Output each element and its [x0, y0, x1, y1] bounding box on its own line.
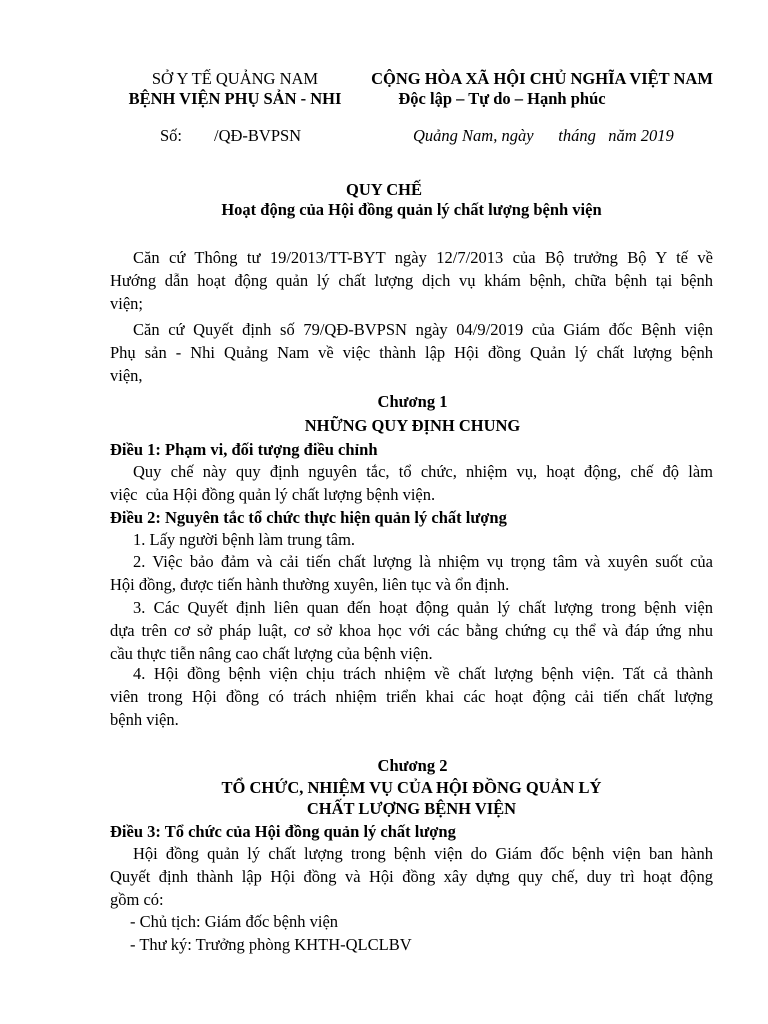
chapter-label: Chương 1: [377, 392, 448, 411]
chapter-title: TỔ CHỨC, NHIỆM VỤ CỦA HỘI ĐỒNG QUẢN LÝ: [221, 778, 602, 797]
article-item: 4. Hội đồng bệnh viện chịu trách nhiệm về chất lượng bệnh viện. Tất cả thành: [133, 664, 713, 683]
article-line: Hội đồng quản lý chất lượng trong bệnh viện do Giám đốc bệnh viện ban hành: [133, 844, 713, 863]
preamble-line: Căn cứ Thông tư 19/2013/TT-BYT ngày 12/7/2013 của Bộ trưởng Bộ Y tế về: [133, 248, 713, 267]
place-date: Quảng Nam, ngày tháng năm 2019: [413, 126, 674, 145]
article-item: 3. Các Quyết định liên quan đến hoạt động quản lý chất lượng trong bệnh viện: [133, 598, 713, 617]
article-item: 1. Lấy người bệnh làm trung tâm.: [133, 530, 356, 549]
article-item: viên trong Hội đồng có trách nhiệm triển khai các hoạt động cải tiến chất lượng: [110, 687, 713, 706]
chapter-title: CHẤT LƯỢNG BỆNH VIỆN: [306, 799, 517, 818]
article-line: việc của Hội đồng quản lý chất lượng bệnh viện.: [110, 485, 436, 504]
article-line: gồm có:: [110, 890, 164, 909]
article-title: Điều 1: Phạm vi, đối tượng điều chỉnh: [110, 440, 378, 459]
article-item: Hội đồng, được tiến hành thường xuyên, liên tục và ổn định.: [110, 575, 510, 594]
article-line: Quy chế này quy định nguyên tắc, tổ chức, nhiệm vụ, hoạt động, chế độ làm: [133, 462, 713, 481]
doc-title: QUY CHẾ: [346, 180, 422, 199]
preamble-line: Hướng dẫn hoạt động quản lý chất lượng dịch vụ khám bệnh, chữa bệnh tại bệnh: [110, 271, 713, 290]
preamble-line: viện,: [110, 366, 143, 385]
preamble-line: Căn cứ Quyết định số 79/QĐ-BVPSN ngày 04/9/2019 của Giám đốc Bệnh viện: [133, 320, 713, 339]
article-title: Điều 2: Nguyên tắc tổ chức thực hiện quản lý chất lượng: [110, 508, 507, 527]
chapter-title: NHỮNG QUY ĐỊNH CHUNG: [304, 416, 521, 435]
article-item: dựa trên cơ sở pháp luật, cơ sở khoa học với các bằng chứng cụ thể và đáp ứng nhu: [110, 621, 713, 640]
hospital-name: BỆNH VIỆN PHỤ SẢN - NHI: [128, 89, 342, 108]
article-title: Điều 3: Tổ chức của Hội đồng quản lý chất lượng: [110, 822, 456, 841]
article-item: cầu thực tiễn nâng cao chất lượng của bệnh viện.: [110, 644, 433, 663]
chapter-label: Chương 2: [377, 756, 448, 775]
article-line: Quyết định thành lập Hội đồng và Hội đồng xây dựng quy chế, duy trì hoạt động: [110, 867, 713, 886]
national-motto: Độc lập – Tự do – Hạnh phúc: [398, 89, 606, 108]
doc-number-label: Số:: [160, 126, 183, 145]
article-item: 2. Việc bảo đảm và cải tiến chất lượng là nhiệm vụ trọng tâm và xuyên suốt của: [133, 552, 713, 571]
preamble-line: Phụ sản - Nhi Quảng Nam về việc thành lập Hội đồng Quản lý chất lượng bệnh: [110, 343, 713, 362]
org-name: SỞ Y TẾ QUẢNG NAM: [151, 69, 319, 88]
article-item: bệnh viện.: [110, 710, 179, 729]
member-item: - Chủ tịch: Giám đốc bệnh viện: [130, 912, 339, 931]
doc-subtitle: Hoạt động của Hội đồng quản lý chất lượng bệnh viện: [221, 200, 602, 219]
nation-name: CỘNG HÒA XÃ HỘI CHỦ NGHĨA VIỆT NAM: [371, 69, 713, 88]
member-item: - Thư ký: Trưởng phòng KHTH-QLCLBV: [130, 935, 412, 954]
doc-number-code: /QĐ-BVPSN: [214, 126, 302, 145]
preamble-line: viện;: [110, 294, 143, 313]
